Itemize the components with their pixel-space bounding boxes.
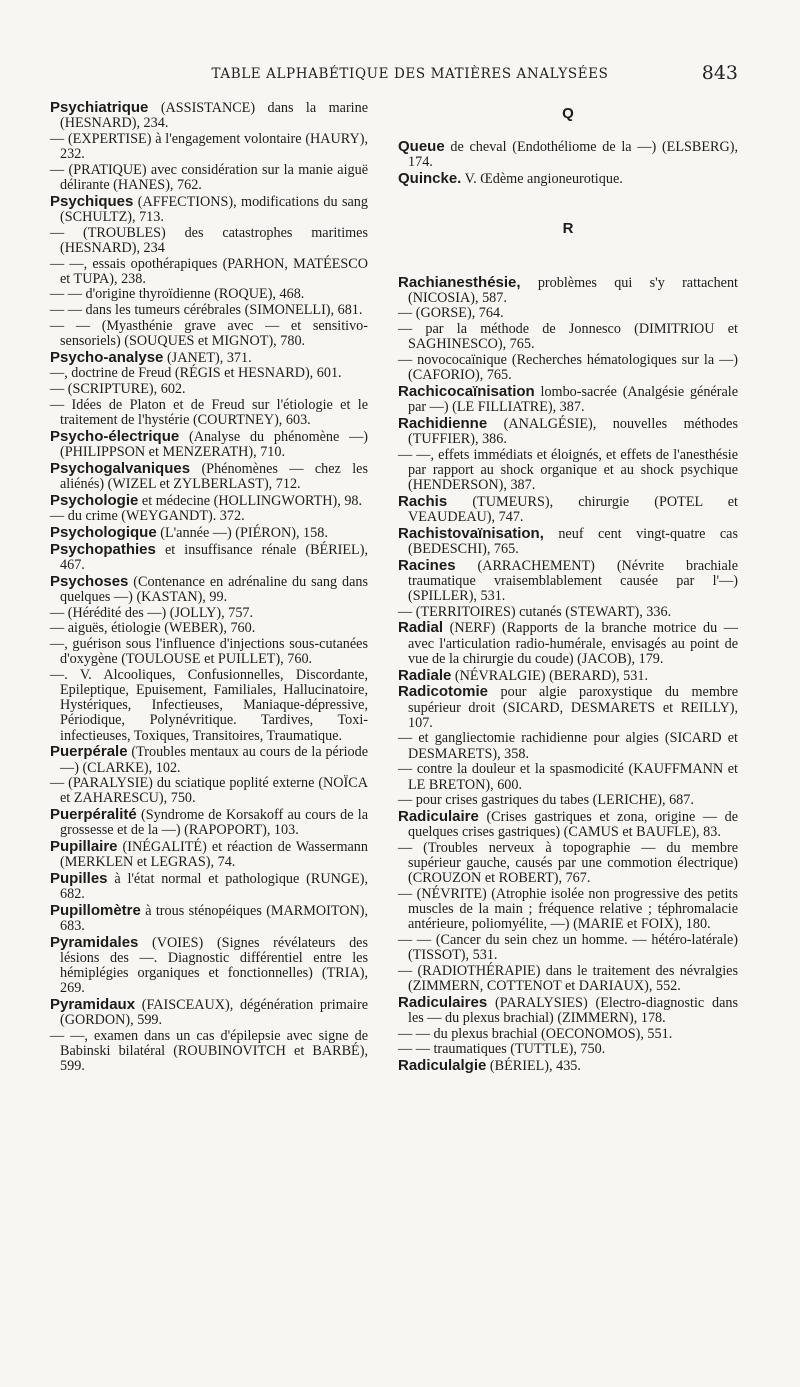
entry-headword: Rachidienne [398, 414, 488, 432]
entry-text: — Idées de Platon et de Freud sur l'étiologie et le traitement de l'hystérie (COURTNEY), 603. [50, 396, 368, 429]
index-entry [50, 226, 368, 256]
entry-text: V. Œdème angioneurotique. [461, 171, 623, 188]
entry-headword: Radial [398, 619, 444, 637]
entry-text: — (EXPERTISE) à l'engagement volontaire (HAURY), 232. [50, 130, 368, 163]
index-entry [50, 509, 368, 524]
entry-headword: Rachicocaïnisation [398, 382, 535, 400]
index-entry [50, 871, 368, 902]
entry-text: (INÉGALITÉ) et réaction de Wassermann (MERKLEN et LEGRAS), 74. [60, 839, 368, 871]
r-entries [398, 275, 738, 1075]
index-entry [50, 398, 368, 428]
left-column [50, 100, 368, 1075]
index-entry [50, 350, 368, 366]
index-entry [398, 416, 738, 447]
entry-text: — par la méthode de Jonnesco (DIMITRIOU et SAGHINESCO), 765. [398, 321, 738, 353]
index-entry [50, 839, 368, 870]
entry-text: — (GORSE), 764. [398, 305, 504, 322]
index-entry [398, 171, 738, 187]
entry-text: (ASSISTANCE) dans la marine (HESNARD), 234. [60, 100, 368, 132]
index-entry [50, 997, 368, 1028]
index-entry [50, 366, 368, 381]
index-entry [50, 382, 368, 397]
index-entry [50, 194, 368, 225]
entry-text: — — dans les tumeurs cérébrales (SIMONELLI), 681. [50, 302, 363, 319]
entry-text: —, guérison sous l'influence d'injections sous-cutanées d'oxygène (TOULOUSE et PUILLET), 760. [50, 635, 368, 668]
entry-text: (JANET), 371. [163, 349, 252, 366]
index-entry [398, 793, 738, 808]
entry-text: — (RADIOTHÉRAPIE) dans le traitement des névralgies (ZIMMERN, COTTENOT et DARIAUX), 552. [398, 962, 738, 995]
entry-text: — —, essais opothérapiques (PARHON, MATÉESCO et TUPA), 238. [50, 255, 368, 287]
entry-headword: Puerpéralité [50, 806, 137, 824]
entry-headword: Psychopathies [50, 540, 156, 558]
index-entry [50, 100, 368, 131]
entry-headword: Pupillaire [50, 838, 118, 856]
index-entry [50, 132, 368, 162]
entry-headword: Radiculalgie [398, 1057, 487, 1075]
entry-text: — — du plexus brachial (OECONOMOS), 551. [398, 1025, 673, 1042]
entry-text: — (NÉVRITE) (Atrophie isolée non progressive des petits muscles de la main ; fréquence relative ; téphromalacie antérieure, poliomyélite, —) (MARIE et FOIX), 180. [398, 885, 738, 933]
right-column [398, 100, 738, 1075]
q-entries [398, 139, 738, 187]
entry-headword: Racines [398, 556, 456, 574]
index-entry [398, 731, 738, 761]
entry-text: (ANALGÉSIE), nouvelles méthodes (TUFFIER), 386. [408, 415, 738, 448]
entry-text: — (SCRIPTURE), 602. [50, 381, 186, 398]
entry-text: (VOIES) (Signes révélateurs des lésions des —. Diagnostic différentiel entre les hémiplégies organiques et fonctionnelles) (TRIA), 269. [60, 934, 368, 997]
index-entry [398, 841, 738, 887]
entry-headword: Radiculaire [398, 807, 479, 825]
entry-text: (PARALYSIES) (Electro-diagnostic dans les — du plexus brachial) (ZIMMERN), 178. [408, 994, 738, 1027]
entry-text: — pour crises gastriques du tabes (LERICHE), 687. [398, 792, 694, 809]
entry-text: problèmes qui s'y rattachent (NICOSIA), 587. [408, 274, 738, 306]
entry-headword: Puerpérale [50, 743, 128, 761]
entry-text: — (Troubles nerveux à topographie — du membre supérieur gauche, causés par une commotion électrique) (CROUZON et ROBERT), 767. [398, 839, 738, 887]
index-entry [398, 762, 738, 792]
index-entry [398, 668, 738, 684]
index-entry [50, 903, 368, 934]
entry-text: et médecine (HOLLINGWORTH), 98. [138, 492, 363, 509]
entry-headword: Psycho-électrique [50, 427, 180, 445]
entry-text: (NERF) (Rapports de la branche motrice du — avec l'articulation radio-humérale, envisagés au point de vue de la chirurgie du coude) (JACOB), 179. [408, 620, 738, 667]
entry-text: à l'état normal et pathologique (RUNGE), 682. [60, 870, 368, 903]
entry-text: — —, examen dans un cas d'épilepsie avec signe de Babinski bilatéral (ROUBINOVITCH et BARBÉ), 599. [50, 1027, 368, 1075]
entry-text: — aiguës, étiologie (WEBER), 760. [50, 620, 256, 637]
entry-text: pour algie paroxystique du membre supérieur droit (SICARD, DESMARETS et REILLY), 107. [408, 684, 738, 731]
index-entry [398, 995, 738, 1026]
index-entry [50, 493, 368, 509]
index-entry [50, 621, 368, 636]
entry-text: — — traumatiques (TUTTLE), 750. [398, 1041, 606, 1058]
entry-headword: Radiculaires [398, 993, 488, 1011]
entry-headword: Pyramidales [50, 933, 139, 951]
entry-text: et insuffisance rénale (BÉRIEL), 467. [60, 541, 368, 573]
entry-text: —, doctrine de Freud (RÉGIS et HESNARD), 601. [50, 365, 342, 382]
index-entry [50, 1029, 368, 1075]
index-entry [398, 526, 738, 557]
section-letter-q: Q [562, 105, 574, 122]
index-entry [50, 257, 368, 287]
entry-text: (Troubles mentaux au cours de la période —) (CLARKE), 102. [60, 744, 368, 776]
entry-text: (NÉVRALGIE) (BERARD), 531. [451, 667, 648, 684]
entry-text: (TUMEURS), chirurgie (POTEL et VEAUDEAU), 747. [408, 493, 738, 526]
entry-text: (FAISCEAUX), dégénération primaire (GORDON), 599. [60, 997, 368, 1029]
index-entry [398, 1042, 738, 1057]
index-entry [398, 139, 738, 170]
entry-text: lombo-sacrée (Analgésie générale par —) (LE FILLIATRE), 387. [408, 383, 738, 416]
index-entry [398, 275, 738, 306]
entry-headword: Psychologie [50, 491, 139, 509]
entry-headword: Quincke. [398, 170, 462, 188]
entry-text: — (TERRITOIRES) cutanés (STEWART), 336. [398, 603, 672, 620]
entry-headword: Pyramidaux [50, 996, 136, 1014]
index-entry [398, 887, 738, 933]
entry-text: (BÉRIEL), 435. [486, 1058, 581, 1075]
index-entry [398, 933, 738, 963]
index-entry [398, 684, 738, 731]
entry-text: — — (Cancer du sein chez un homme. — hétéro-latérale) (TISSOT), 531. [398, 932, 738, 964]
entry-text: (AFFECTIONS), modifications du sang (SCHULTZ), 713. [60, 193, 368, 225]
entry-headword: Pupillomètre [50, 901, 141, 919]
index-entry [398, 1027, 738, 1042]
index-entry [398, 306, 738, 321]
entry-text: — (PRATIQUE) avec considération sur la manie aiguë délirante (HANES), 762. [50, 161, 368, 194]
index-entry [50, 163, 368, 193]
index-entry [398, 322, 738, 352]
entry-text: — du crime (WEYGANDT). 372. [50, 508, 245, 525]
index-entry [398, 558, 738, 605]
index-entry [50, 319, 368, 349]
index-entry [398, 353, 738, 383]
index-entry [398, 494, 738, 525]
page-number: 843 [701, 62, 738, 84]
entry-headword: Radiale [398, 666, 452, 684]
entry-headword: Psychoses [50, 572, 129, 590]
index-entry [398, 384, 738, 415]
entry-text: — (Hérédité des —) (JOLLY), 757. [50, 604, 254, 621]
entry-text: — (TROUBLES) des catastrophes maritimes (HESNARD), 234 [50, 224, 368, 256]
index-entry [398, 620, 738, 667]
entry-text: (Phénomènes — chez les aliénés) (WIZEL et ZYLBERLAST), 712. [60, 460, 368, 492]
index-entry [50, 606, 368, 621]
index-entry [398, 1058, 738, 1074]
index-entry [50, 429, 368, 460]
entry-text: — — d'origine thyroïdienne (ROQUE), 468. [50, 286, 305, 303]
entry-text: (Syndrome de Korsakoff au cours de la grossesse et de la —) (RAPOPORT), 103. [60, 807, 368, 839]
entry-text: — novococaïnique (Recherches hématologiques sur la —) (CAFORIO), 765. [398, 352, 738, 384]
entry-text: — — (Myasthénie grave avec — et sensitivo-sensoriels) (SOUQUES et MIGNOT), 780. [50, 317, 368, 350]
running-title: TABLE ALPHABÉTIQUE DES MATIÈRES ANALYSÉES [211, 66, 609, 82]
entry-text: — —, effets immédiats et éloignés, et effets de l'anesthésie par rapport au shock organique et au shock psychique (HENDERSON), 387. [398, 446, 738, 494]
index-entry [50, 744, 368, 775]
index-entry [50, 668, 368, 744]
entry-headword: Psychogalvaniques [50, 459, 191, 477]
index-entry [398, 605, 738, 620]
entry-text: — et gangliectomie rachidienne pour algies (SICARD et DESMARETS), 358. [398, 730, 738, 762]
entry-headword: Rachianesthésie, [398, 273, 521, 291]
entry-text: neuf cent vingt-quatre cas (BEDESCHI), 765. [408, 525, 738, 557]
entry-headword: Psychiques [50, 192, 134, 210]
entry-headword: Rachis [398, 492, 448, 510]
entry-headword: Psychologique [50, 523, 157, 541]
index-entry [398, 448, 738, 494]
index-entry [50, 287, 368, 302]
index-entry [50, 637, 368, 667]
entry-headword: Pupilles [50, 869, 108, 887]
index-entry [50, 776, 368, 806]
index-entry [50, 303, 368, 318]
entry-text: de cheval (Endothéliome de la —) (ELSBERG), 174. [408, 139, 738, 171]
index-entry [50, 461, 368, 492]
index-entry [398, 809, 738, 840]
index-entry [50, 542, 368, 573]
entry-text: (Contenance en adrénaline du sang dans quelques —) (KASTAN), 99. [60, 573, 368, 605]
entry-text: (ARRACHEMENT) (Névrite brachiale traumatique vraisemblablement causée par l'—) (SPILLER), 531. [408, 557, 738, 605]
index-entry [50, 525, 368, 541]
entry-headword: Radicotomie [398, 683, 489, 701]
entry-text: —. V. Alcooliques, Confusionnelles, Discordante, Epileptique, Epuisement, Familiales, Hallucinatoire, Hystériques, Infectieuses, Maniaque-dépressive, Périodique, Polynévritique. Tardives, Toxi-infectieuses, Toxiques, Transitoires, Traumatique. [50, 666, 368, 744]
index-entry [50, 807, 368, 838]
entry-headword: Rachistovaïnisation, [398, 524, 544, 542]
index-entry [50, 574, 368, 605]
entry-headword: Queue [398, 138, 445, 156]
entry-text: (Crises gastriques et zona, origine — de quelques crises gastriques) (CAMUS et BAUFLE), 83. [408, 808, 738, 841]
section-letter-r: R [562, 220, 574, 238]
entry-text: (Analyse du phénomène —) (PHILIPPSON et MENZERATH), 710. [60, 428, 368, 460]
entry-headword: Psycho-analyse [50, 348, 164, 366]
entry-text: (L'année —) (PIÉRON), 158. [156, 524, 328, 541]
index-entry [398, 964, 738, 994]
entry-text: — contre la douleur et la spasmodicité (KAUFFMANN et LE BRETON), 600. [398, 761, 738, 793]
entry-text: à trous sténopéiques (MARMOITON), 683. [60, 902, 368, 935]
index-entry [50, 935, 368, 997]
entry-headword: Psychiatrique [50, 99, 149, 116]
entry-text: — (PARALYSIE) du sciatique poplité externe (NOÏCA et ZAHARESCU), 750. [50, 775, 368, 807]
